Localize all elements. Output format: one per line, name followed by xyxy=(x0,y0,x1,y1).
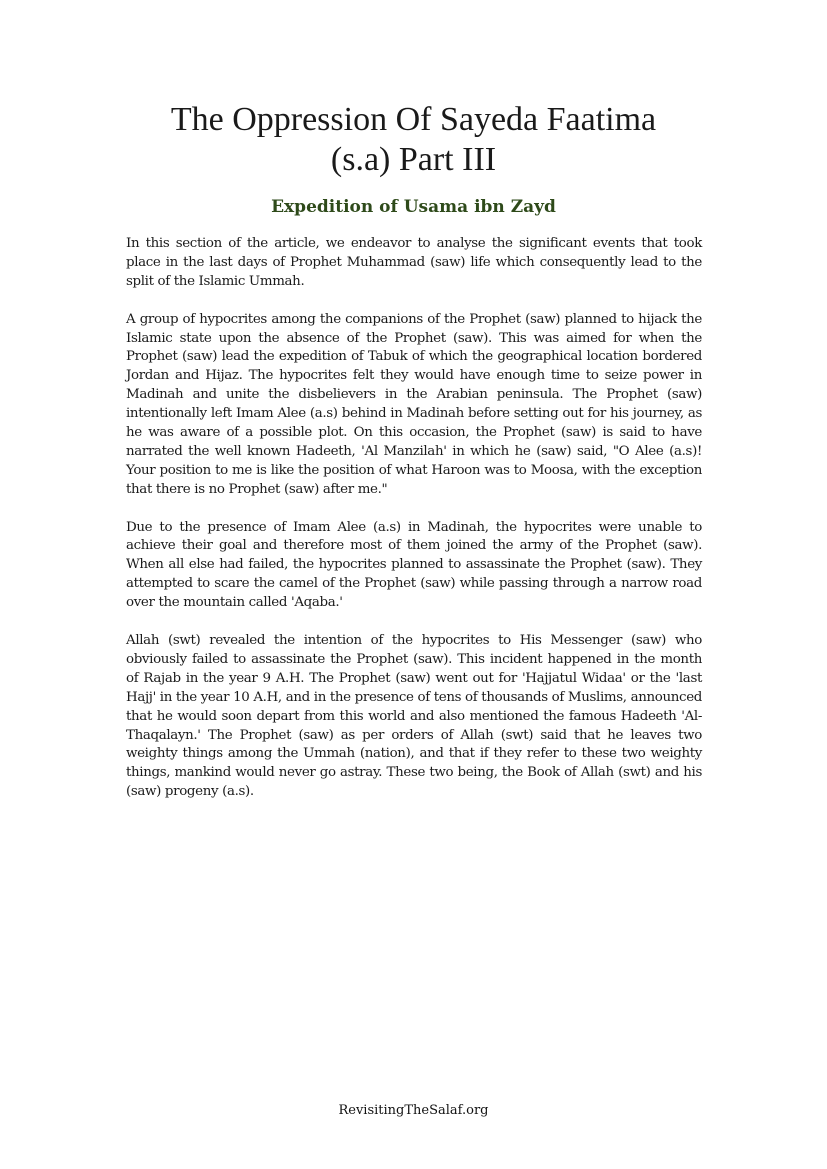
page-title xyxy=(120,100,707,180)
paragraph-aqaba: Due to the presence of Imam Alee (a.s) in Madinah, the hypocrites were unable to achieve their goal and therefore most of them joined the army of the Prophet (saw). When all else had failed, the hypocrites planned to assassinate the Prophet (saw). They attempted to scare the camel of the Prophet (saw) while passing through a narrow road over the mountain called 'Aqaba.' xyxy=(126,519,702,611)
paragraph-hypocrites-plot: A group of hypocrites among the companions of the Prophet (saw) planned to hijack the Islamic state upon the absence of the Prophet (saw). This was aimed for when the Prophet (saw) lead the expedition of Tabuk of which the geographical location bordered Jordan and Hijaz. The hypocrites felt they would have enough time to seize power in Madinah and unite the disbelievers in the Arabian peninsula. The Prophet (saw) intentionally left Imam Alee (a.s) behind in Madinah before setting out for his journey, as he was aware of a possible plot. On this occasion, the Prophet (saw) is said to have narrated the well known Hadeeth, 'Al Manzilah' in which he (saw) said, "O Alee (a.s)! Your position to me is like the position of what Haroon was to Moosa, with the exception that there is no Prophet (saw) after me." xyxy=(126,311,702,497)
paragraph-thaqalayn: Allah (swt) revealed the intention of the hypocrites to His Messenger (saw) who obviously failed to assassinate the Prophet (saw). This incident happened in the month of Rajab in the year 9 A.H. The Prophet (saw) went out for 'Hajjatul Widaa' or the 'last Hajj' in the year 10 A.H, and in the presence of tens of thousands of Muslims, announced that he would soon depart from this world and also mentioned the famous Hadeeth 'Al-Thaqalayn.' The Prophet (saw) as per orders of Allah (swt) said that he leaves two weighty things among the Ummah (nation), and that if they refer to these two weighty things, mankind would never go astray. These two being, the Book of Allah (swt) and his (saw) progeny (a.s). xyxy=(126,632,702,800)
footer-website: RevisitingTheSalaf.org xyxy=(338,1103,489,1118)
page-title-line-1: The Oppression Of Sayeda Faatima xyxy=(170,101,657,138)
page-title-line-2: (s.a) Part III xyxy=(330,141,497,178)
article-body xyxy=(126,235,702,821)
section-heading: Expedition of Usama ibn Zayd xyxy=(271,197,556,217)
paragraph-intro: In this section of the article, we endeavor to analyse the significant events that took place in the last days of Prophet Muhammad (saw) life which consequently lead to the split of the Islamic Ummah. xyxy=(126,236,702,289)
